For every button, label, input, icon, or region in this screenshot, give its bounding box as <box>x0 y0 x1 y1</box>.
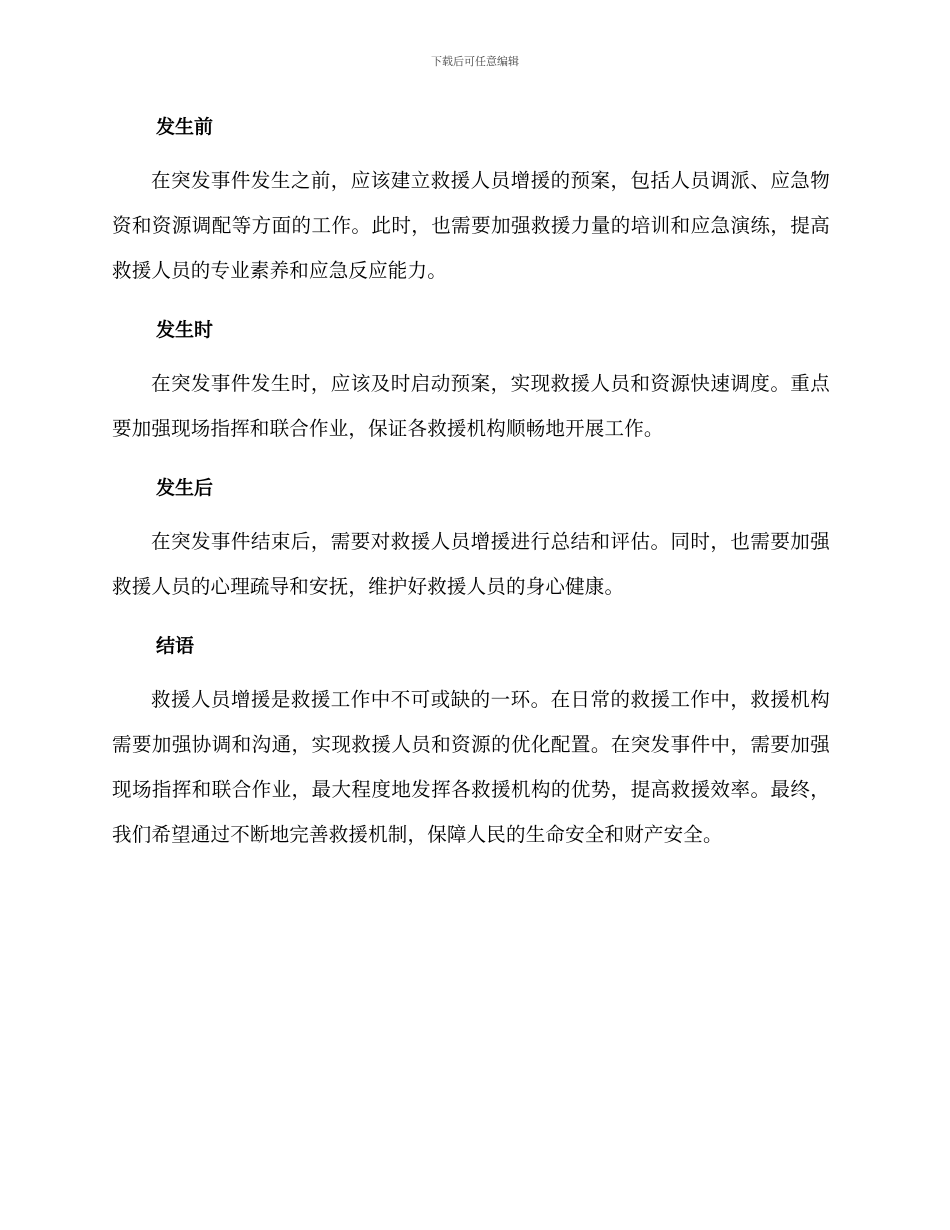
section-heading: 发生前 <box>156 116 214 138</box>
page-header-note: 下载后可任意编辑 <box>431 55 519 68</box>
section-after <box>112 473 830 609</box>
section-heading: 结语 <box>156 635 195 657</box>
section-before <box>112 112 830 293</box>
section-paragraph: 救援人员增援是救援工作中不可或缺的一环。在日常的救援工作中，救援机构需要加强协调和沟通，实现救援人员和资源的优化配置。在突发事件中，需要加强现场指挥和联合作业，最大程度地发挥各救援机构的优势，提高救援效率。最终，我们希望通过不断地完善救援机制，保障人民的生命安全和财产安全。 <box>112 688 830 846</box>
section-paragraph: 在突发事件结束后，需要对救援人员增援进行总结和评估。同时，也需要加强救援人员的心理疏导和安抚，维护好救援人员的身心健康。 <box>112 530 830 598</box>
section-paragraph: 在突发事件发生时，应该及时启动预案，实现救援人员和资源快速调度。重点要加强现场指挥和联合作业，保证各救援机构顺畅地开展工作。 <box>112 372 830 440</box>
section-during <box>112 315 830 451</box>
section-heading: 发生时 <box>156 319 214 341</box>
document-body <box>112 112 830 879</box>
section-conclusion <box>112 631 830 857</box>
section-heading: 发生后 <box>156 477 214 499</box>
section-paragraph: 在突发事件发生之前，应该建立救援人员增援的预案，包括人员调派、应急物资和资源调配等方面的工作。此时，也需要加强救援力量的培训和应急演练，提高救援人员的专业素养和应急反应能力。 <box>112 169 830 282</box>
